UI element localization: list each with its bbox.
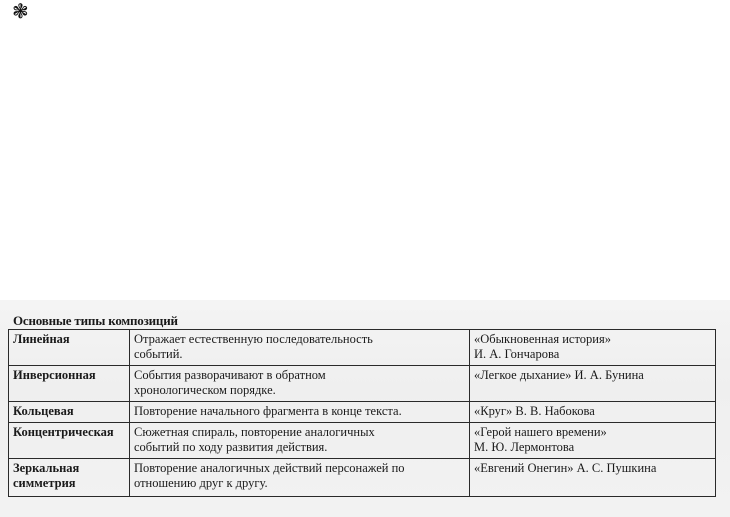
type-cell (9, 366, 130, 402)
example-text: М. Ю. Лермонтова (474, 440, 575, 454)
type-cell (9, 459, 130, 497)
example-text: «Круг» В. В. Набокова (474, 404, 595, 418)
example-text: «Евгений Онегин» А. С. Пушкина (474, 461, 657, 475)
type-text: Линейная (13, 332, 70, 346)
table-row (9, 366, 716, 402)
description-text: отношению друг к другу. (134, 476, 268, 490)
type-text: Кольцевая (13, 404, 74, 418)
description-cell (130, 330, 470, 366)
description-text: событий. (134, 347, 183, 361)
example-text: «Легкое дыхание» И. А. Бунина (474, 368, 644, 382)
description-text: Отражает естественную последовательность (134, 332, 373, 346)
description-text: Повторение аналогичных действий персонажей по (134, 461, 405, 475)
description-text: Сюжетная спираль, повторение аналогичных (134, 425, 375, 439)
example-text: И. А. Гончарова (474, 347, 560, 361)
table-row (9, 330, 716, 366)
type-text: Зеркальная (13, 461, 80, 475)
description-text: хронологическом порядке. (134, 383, 276, 397)
example-cell (470, 366, 716, 402)
example-cell (470, 423, 716, 459)
example-cell (470, 402, 716, 423)
composition-types-table (8, 329, 716, 497)
description-cell (130, 402, 470, 423)
type-cell (9, 423, 130, 459)
example-cell (470, 330, 716, 366)
example-cell (470, 459, 716, 497)
type-text: Концентрическая (13, 425, 114, 439)
description-cell (130, 459, 470, 497)
asterisk-marker-icon: ❃ (12, 0, 29, 23)
description-text: Повторение начального фрагмента в конце текста. (134, 404, 402, 418)
description-text: событий по ходу развития действия. (134, 440, 328, 454)
description-text: События разворачивают в обратном (134, 368, 326, 382)
table-row (9, 423, 716, 459)
example-text: «Герой нашего времени» (474, 425, 607, 439)
table-title: Основные типы композиций (13, 313, 178, 328)
example-text: «Обыкновенная история» (474, 332, 611, 346)
description-cell (130, 423, 470, 459)
type-cell (9, 402, 130, 423)
type-cell (9, 330, 130, 366)
type-text: Инверсионная (13, 368, 96, 382)
table-row (9, 459, 716, 497)
type-text: симметрия (13, 476, 76, 490)
table-row (9, 402, 716, 423)
description-cell (130, 366, 470, 402)
